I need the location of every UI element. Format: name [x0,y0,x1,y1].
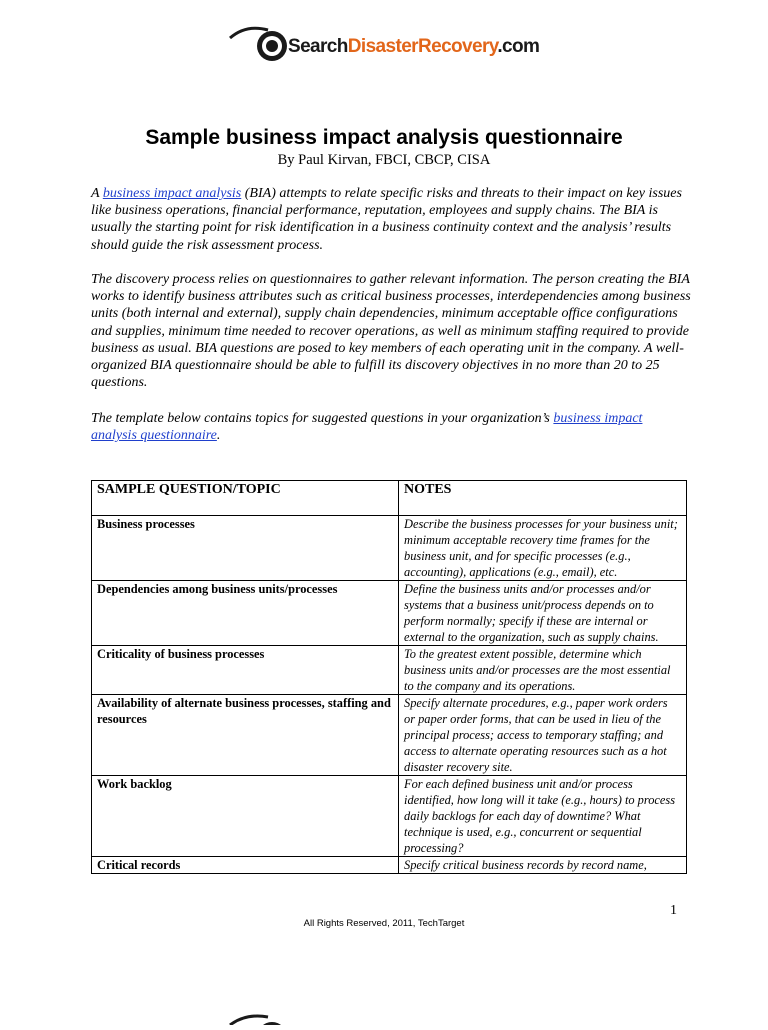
column-header-topic: SAMPLE QUESTION/TOPIC [92,481,399,516]
column-header-notes: NOTES [399,481,687,516]
topic-cell: Work backlog [92,776,399,857]
topic-cell: Availability of alternate business processes, staffing and resources [92,695,399,776]
bia-questionnaire-link[interactable]: business impact analysis questionnaire [91,411,643,444]
page-title: Sample business impact analysis questionnaire [145,126,623,149]
logo-wordmark [288,36,539,58]
site-logo[interactable] [228,22,540,68]
bia-link[interactable]: business impact analysis [102,186,242,201]
page-number: 1 [670,903,677,918]
notes-cell: Specify critical business records by record name, [399,857,687,874]
table-row [92,776,687,857]
table-row [92,516,687,581]
notes-cell: Specify alternate procedures, e.g., paper work orders or paper order forms, that can be used in lieu of the principal process; access to temporary staffing; and access to alternate operating resources such as a hot disaster recovery site. [399,695,687,776]
questionnaire-table [91,480,687,874]
notes-cell: Describe the business processes for your business unit; minimum acceptable recovery time frames for the business unit, and for specific processes (e.g., accounting), applications (e.g., email), etc. [399,516,687,581]
next-page-logo [228,1012,290,1030]
copyright-footer: All Rights Reserved, 2011, TechTarget [303,918,465,929]
logo-part-disaster: Disaster [347,36,418,57]
notes-cell: To the greatest extent possible, determine which business units and/or processes are the most essential to the company and its operations. [399,646,687,695]
topic-cell: Criticality of business processes [92,646,399,695]
topic-cell: Business processes [92,516,399,581]
discovery-paragraph: The discovery process relies on questionnaires to gather relevant information. The person creating the BIA works to identify business attributes such as critical business processes, interdependencies among business units (both internal and external), supply chain dependencies, minimum acceptable office configurations and supplies, minimum time needed to recover operations, as well as minimum staffing required to provide business as usual. BIA questions are posed to key members of each operating unit in the company. A well-organized BIA questionnaire should be able to fulfill its discovery objectives in no more than 20 to 25 questions. [91,272,691,391]
byline: By Paul Kirvan, FBCI, CBCP, CISA [277,152,491,168]
logo-part-recovery: Recovery [417,36,498,57]
table-row [92,646,687,695]
p1-suffix: (BIA) attempts to relate specific risks and threats to their impact on key issues like business operations, financial performance, reputation, employees and supply chains. The BIA is usually the starting point for risk identification in a business continuity context and the analysis’ results should guide the risk assessment process. [91,186,682,253]
logo-part-search: Search [288,36,348,57]
template-paragraph [91,410,691,444]
table-row [92,695,687,776]
p1-prefix: A [91,186,103,201]
table-row [92,581,687,646]
p3-suffix: . [216,428,221,444]
eye-icon [228,22,290,68]
p3-prefix: The template below contains topics for suggested questions in your organization’s [91,411,554,426]
intro-paragraph [91,185,691,254]
topic-cell: Dependencies among business units/processes [92,581,399,646]
notes-cell: Define the business units and/or processes and/or systems that a business unit/process depends on to perform normally; specify if these are internal or external to the organization, such as supply chains. [399,581,687,646]
topic-cell: Critical records [92,857,399,874]
eye-icon [228,1013,290,1025]
table-header-row [92,481,687,516]
table-row [92,857,687,874]
logo-part-com: .com [497,36,540,57]
notes-cell: For each defined business unit and/or process identified, how long will it take (e.g., hours) to process daily backlogs for each day of downtime? What technique is used, e.g., concurrent or sequential processing? [399,776,687,857]
